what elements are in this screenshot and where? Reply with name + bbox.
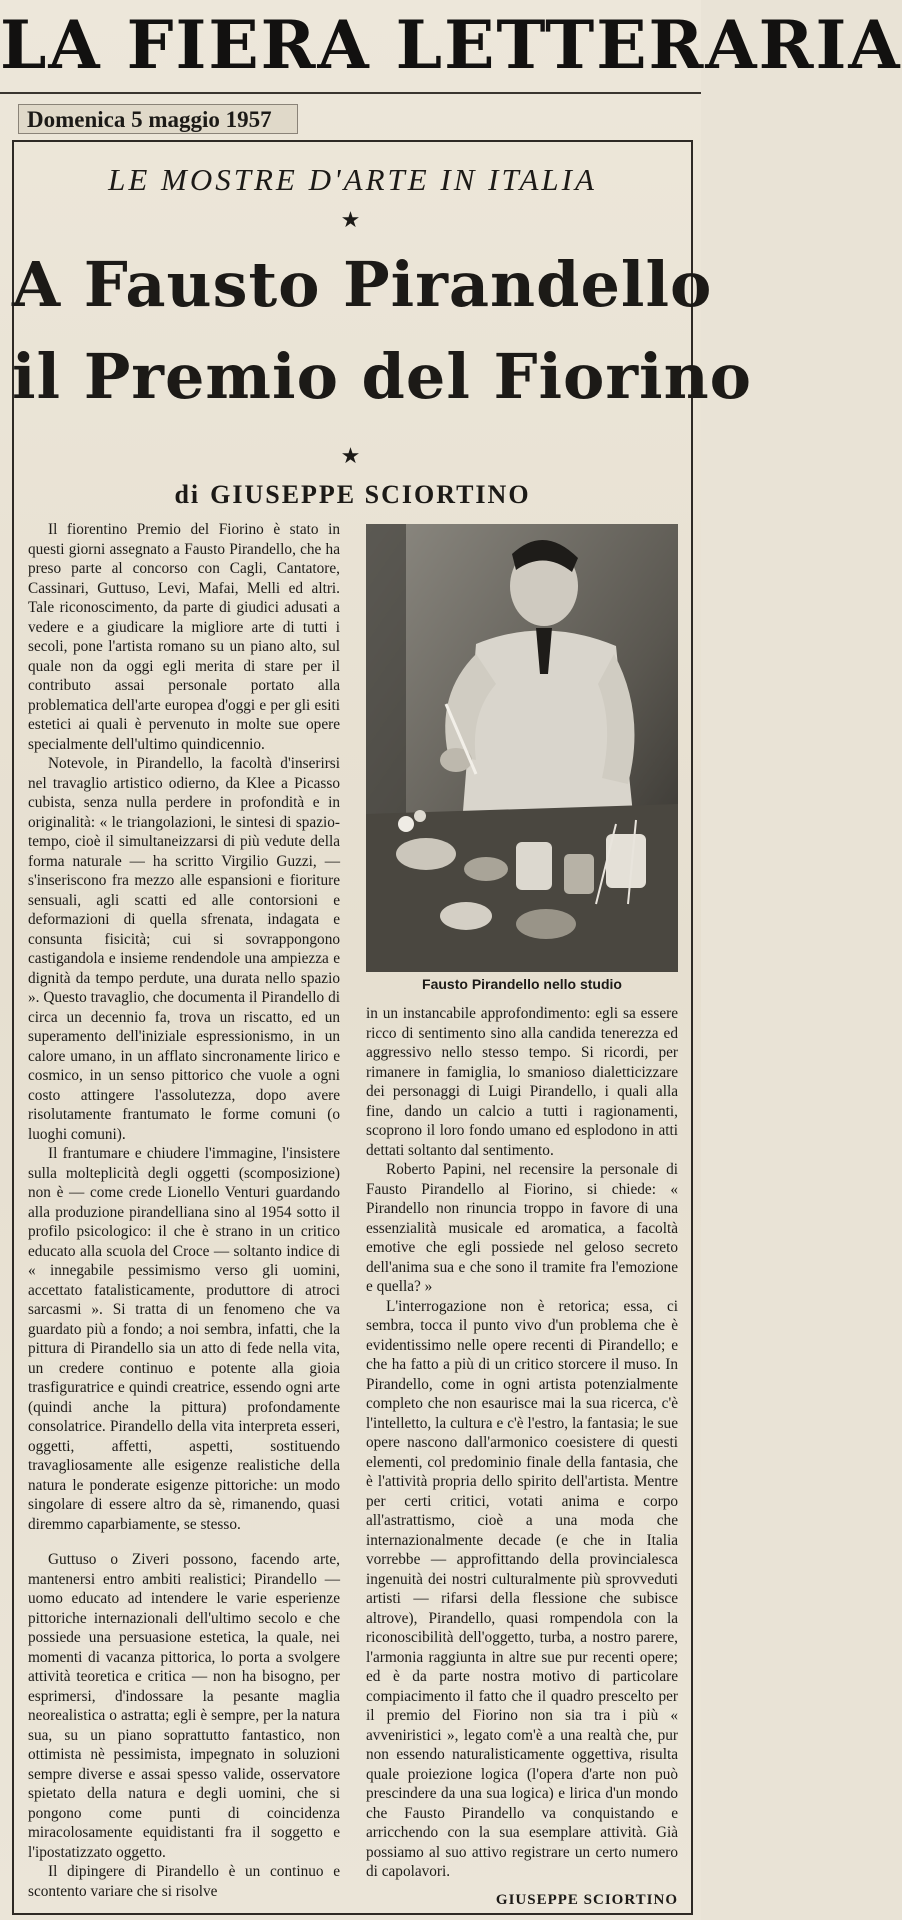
paragraph: Il fiorentino Premio del Fiorino è stato in questi giorni assegnato a Fausto Pirandello, che ha preso parte al concorso con Cagli, Cantatore, Cassinari, Guttuso, Levi, Mafai, Melli ed altri. Tale riconoscimento, da parte di giudici adusati a vedere e a giudicare la migliore arte di tutti i secoli, pone l'artista romano su un piano alto, sul quale non da oggi egli merita di stare per il contributo assai personale portato alla problematica dell'arte europea d'oggi e per gli esiti estetici ai quali è pervenuto in molte sue opere specialmente dell'ultimo quindicennio. [28,521,340,753]
paragraph: Il dipingere di Pirandello è un continuo e scontento variare che si risolve [28,1863,340,1900]
paragraph: Notevole, in Pirandello, la facoltà d'inserirsi nel travaglio artistico odierno, da Klee a Picasso cubista, senza nulla perdere in profondità e in originalità: « le triangolazioni, le sintesi di spazio-tempo, cioè il simultaneizzarsi di più vedute della forma naturale — ha scritto Virgilio Guzzi, — s'inseriscono fra mezzo alle espansioni e fioriture sensuali, agli scatti ed alle contorsioni e deformazioni di quella sfrenata, indagata e consunta fisicità; cui si sovrappongono castigandola e insieme rendendole una ampiezza e dignità da tempo perdute, una durata nello spazio ». Questo travaglio, che documenta il Pirandello di circa un decennio fa, trova un riscatto, ed un superamento dell'iniziale espressionismo, in un calore umano, in un afflato sincronamente lirico e cosmico, in un senso pittorico che vuole a ogni costo attingere l'assolutezza, dopo avere risolutamente frantumato le forme comuni (o luoghi comuni). [28,755,340,1143]
signature: GIUSEPPE SCIORTINO [495,1892,678,1908]
photo-caption: Fausto Pirandello nello studio [422,976,622,992]
paragraph: Guttuso o Ziveri possono, facendo arte, mantenersi entro ambiti realistici; Pirandello — uomo educato ad intendere le varie esperienze pittoriche internazionali dell'ultimo secolo e che possiede una persuasione estetica, la quale, nei momenti di vacanza pittorica, lo porta a svolgere attività teoretica e critica — non ha bisogno, per esprimersi, d'indossare la pesante maglia neorealistica o astratta; egli è sempre, per la natura sua, su un piano soprattutto fantastico, non ottimista nè pessimista, impegnato in soluzioni sempre diverse e assai spesso valide, osservatore spietato della natura e degli uomini, che si pongono come punti di coincidenza miracolosamente equidistanti fra il soggetto e l'ipostatizzato oggetto. [28,1551,340,1861]
star-ornament-bottom: ★ [340,444,361,469]
photo-illustration [366,524,678,972]
headline-line-1: A Fausto Pirandello [12,248,713,321]
paragraph: Roberto Papini, nel recensire la personale di Fausto Pirandello al Fiorino, si chiede: « Pirandello non rinuncia troppo in favore di una essenzialità musicale ed aromatica, a facoltà emotive che egli possiede nel geloso secreto dell'anima sua e che sono il tramite fra l'emozione e quella? » [366,1161,678,1295]
article-column-right [366,1004,678,1894]
section-rubric: LE MOSTRE D'ARTE IN ITALIA [108,162,597,197]
headline-line-2: il Premio del Fiorino [12,340,753,413]
article-column-left [28,520,340,1545]
byline-prefix: di [174,480,201,509]
paragraph: Il frantumare e chiudere l'immagine, l'insistere sulla molteplicità degli oggetti (scomposizione) non è — come crede Lionello Venturi guardando alla produzione pirandelliana sino al 1954 sotto il profilo psicologico: il che è strano in un critico educato alla scuola del Croce — soltanto indice di « innegabile pessimismo verso gli uomini, accettato fatalisticamente, produttore di atroci sarcasmi ». Si tratta di un fenomeno che va guardato più a fondo; a noi sembra, infatti, che la pittura di Pirandello sia un atto di fede nella vita, un credere continuo e potente alla gioia trasfiguratrice e quindi creatrice, essendo ogni arte (quindi anche la pittura) profondamente consolatrice. Pirandello della vita interpreta esseri, oggetti, affetti, aspetti, sostituendo travagliosamente alle esigenze realistiche della natura le ponderate esigenze pittoriche: un modo singolare di essere altro da sè, rimanendo, quasi diremmo caparbiamente, se stesso. [28,1145,340,1533]
paragraph: in un instancabile approfondimento: egli sa essere ricco di sentimento sino alla candida tenerezza ed aggressivo nello stesso tempo. Si ricordi, per rimanere in famiglia, lo smanioso dialetticizzare dei personaggi di Luigi Pirandello, i quali alla fine, dando un calcio a tutti i ragionamenti, scoprono il loro fondo umano ed esplodono in atti dettati soltanto dal sentimento. [366,1005,678,1159]
masthead-rule [0,92,701,94]
article-column-left-bottom [28,1550,340,1910]
byline-author: GIUSEPPE SCIORTINO [210,480,531,509]
byline [12,480,693,510]
masthead: LA FIERA LETTERARIA [0,6,902,84]
artist-photo [366,524,678,972]
star-ornament-top: ★ [340,208,361,233]
paragraph: L'interrogazione non è retorica; essa, ci sembra, tocca il punto vivo d'un problema che è evidentissimo nelle opere recenti di Pirandello; e che ha fatto a più di un critico storcere il muso. In Pirandello, come in ogni artista potenzialmente completo che non esaurisce mai la sua ricerca, c'è l'intelletto, la cultura e c'è l'estro, la fantasia; le sue opere nascono dall'armonico coesistere di questi elementi, col predominio finale della fantasia, che è l'attività propria dello spirito dell'artista. Mentre per certi critici, votati anima e corpo all'astrattismo, cioè a una moda che internazionalmente decade (e che in Italia vorrebbe — approfittando della provincialesca ingenuità dei nostri culturalmente più sprovveduti artisti — rifarsi della flessione che subisce altrove), Pirandello, quasi rompendola con la riconoscibilità dell'oggetto, turba, a nostro parere, l'armonia raggiunta in altre sue pur recenti opere; ed è da parte nostra motivo di particolare compiacimento il fatto che il quadro prescelto per il premio del Fiorino non sia tra i più « avveniristici », legato com'è a una realtà che, pur non essendo naturalisticamente oggettiva, risulta quale proiezione logica (l'opera d'arte non può prescindere da una sua logica) e lirica d'un mondo che Fausto Pirandello va conquistando e arricchendo con la sua esemplare attività. Già possiamo al suo attivo registrare un certo numero di capolavori. [366,1297,678,1880]
issue-date: Domenica 5 maggio 1957 [18,104,298,134]
